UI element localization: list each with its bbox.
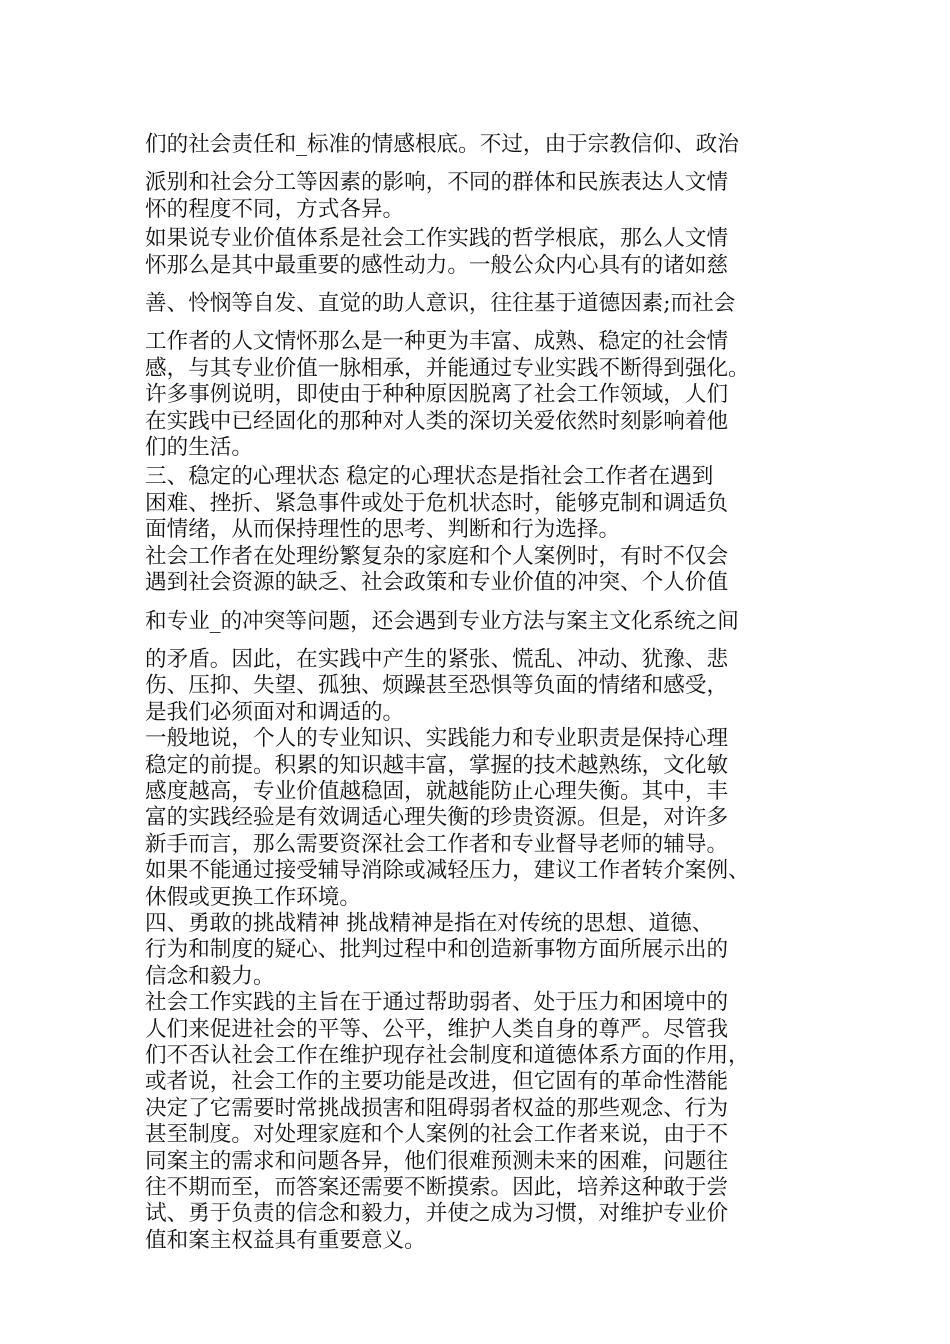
text-line: 善、怜悯等自发、直觉的助人意识，往往基于道德因素;而社会	[145, 291, 736, 317]
text-line: 稳定的前提。积累的知识越丰富，掌握的技术越熟练，文化敏	[145, 752, 729, 778]
text-line: 们的社会责任和_标准的情感根底。不过，由于宗教信仰、政治	[145, 132, 739, 157]
text-line: 三、稳定的心理状态 稳定的心理状态是指社会工作者在遇到	[145, 464, 714, 490]
text-line: 或者说，社会工作的主要功能是改进，但它固有的革命性潜能	[145, 1069, 729, 1095]
text-line: 信念和毅力。	[145, 963, 275, 989]
text-line: 值和案主权益具有重要意义。	[145, 1227, 426, 1253]
text-line: 社会工作实践的主旨在于通过帮助弱者、处于压力和困境中的	[145, 990, 729, 1016]
text-line: 在实践中已经固化的那种对人类的深切关爱依然时刻影响着他	[145, 408, 729, 434]
text-line: 行为和制度的疑心、批判过程中和创造新事物方面所展示出的	[145, 937, 729, 963]
text-line: 和专业_的冲突等问题，还会遇到专业方法与案主文化系统之间	[145, 608, 739, 634]
text-line: 怀那么是其中最重要的感性动力。一般公众内心具有的诸如慈	[145, 252, 729, 278]
text-line: 们的生活。	[145, 435, 253, 461]
text-line: 甚至制度。对处理家庭和个人案例的社会工作者来说，由于不	[145, 1122, 729, 1148]
text-line: 是我们必须面对和调适的。	[145, 699, 405, 725]
text-line: 感，与其专业价值一脉相承，并能通过专业实践不断得到强化。	[145, 355, 750, 381]
text-line: 同案主的需求和问题各异，他们很难预测未来的困难，问题往	[145, 1148, 729, 1174]
text-line: 人们来促进社会的平等、公平，维护人类自身的尊严。尽管我	[145, 1016, 729, 1042]
text-line: 遇到社会资源的缺乏、社会政策和专业价值的冲突、个人价值	[145, 570, 729, 596]
body-text	[145, 132, 825, 1254]
text-line: 许多事例说明，即使由于种种原因脱离了社会工作领域，人们	[145, 382, 729, 408]
text-line: 往不期而至，而答案还需要不断摸索。因此，培养这种敢于尝	[145, 1175, 729, 1201]
text-line: 的矛盾。因此，在实践中产生的紧张、慌乱、冲动、犹豫、悲	[145, 646, 729, 672]
text-line: 派别和社会分工等因素的影响，不同的群体和民族表达人文情	[145, 170, 729, 196]
text-line: 伤、压抑、失望、孤独、烦躁甚至恐惧等负面的情绪和感受，	[145, 673, 729, 699]
text-line: 如果说专业价值体系是社会工作实践的哲学根底，那么人文情	[145, 226, 729, 252]
text-line: 们不否认社会工作在维护现存社会制度和道德体系方面的作用，	[145, 1043, 750, 1068]
text-line: 休假或更换工作环境。	[145, 884, 361, 910]
text-line: 四、勇敢的挑战精神 挑战精神是指在对传统的思想、道德、	[145, 910, 714, 936]
text-line: 富的实践经验是有效调适心理失衡的珍贵资源。但是，对许多	[145, 805, 729, 831]
text-line: 试、勇于负责的信念和毅力，并使之成为习惯，对维护专业价	[145, 1201, 729, 1227]
text-line: 一般地说，个人的专业知识、实践能力和专业职责是保持心理	[145, 726, 729, 752]
text-line: 感度越高，专业价值越稳固，就越能防止心理失衡。其中，丰	[145, 778, 729, 804]
text-line: 新手而言，那么需要资深社会工作者和专业督导老师的辅导。	[145, 831, 729, 857]
text-line: 面情绪，从而保持理性的思考、判断和行为选择。	[145, 517, 621, 543]
text-line: 困难、挫折、紧急事件或处于危机状态时，能够克制和调适负	[145, 490, 729, 516]
text-line: 怀的程度不同，方式各异。	[145, 196, 405, 222]
text-line: 社会工作者在处理纷繁复杂的家庭和个人案例时，有时不仅会	[145, 543, 729, 569]
text-line: 决定了它需要时常挑战损害和阻碍弱者权益的那些观念、行为	[145, 1095, 729, 1121]
text-line: 如果不能通过接受辅导消除或减轻压力，建议工作者转介案例、	[145, 858, 750, 884]
text-line: 工作者的人文情怀那么是一种更为丰富、成熟、稳定的社会情	[145, 329, 729, 355]
